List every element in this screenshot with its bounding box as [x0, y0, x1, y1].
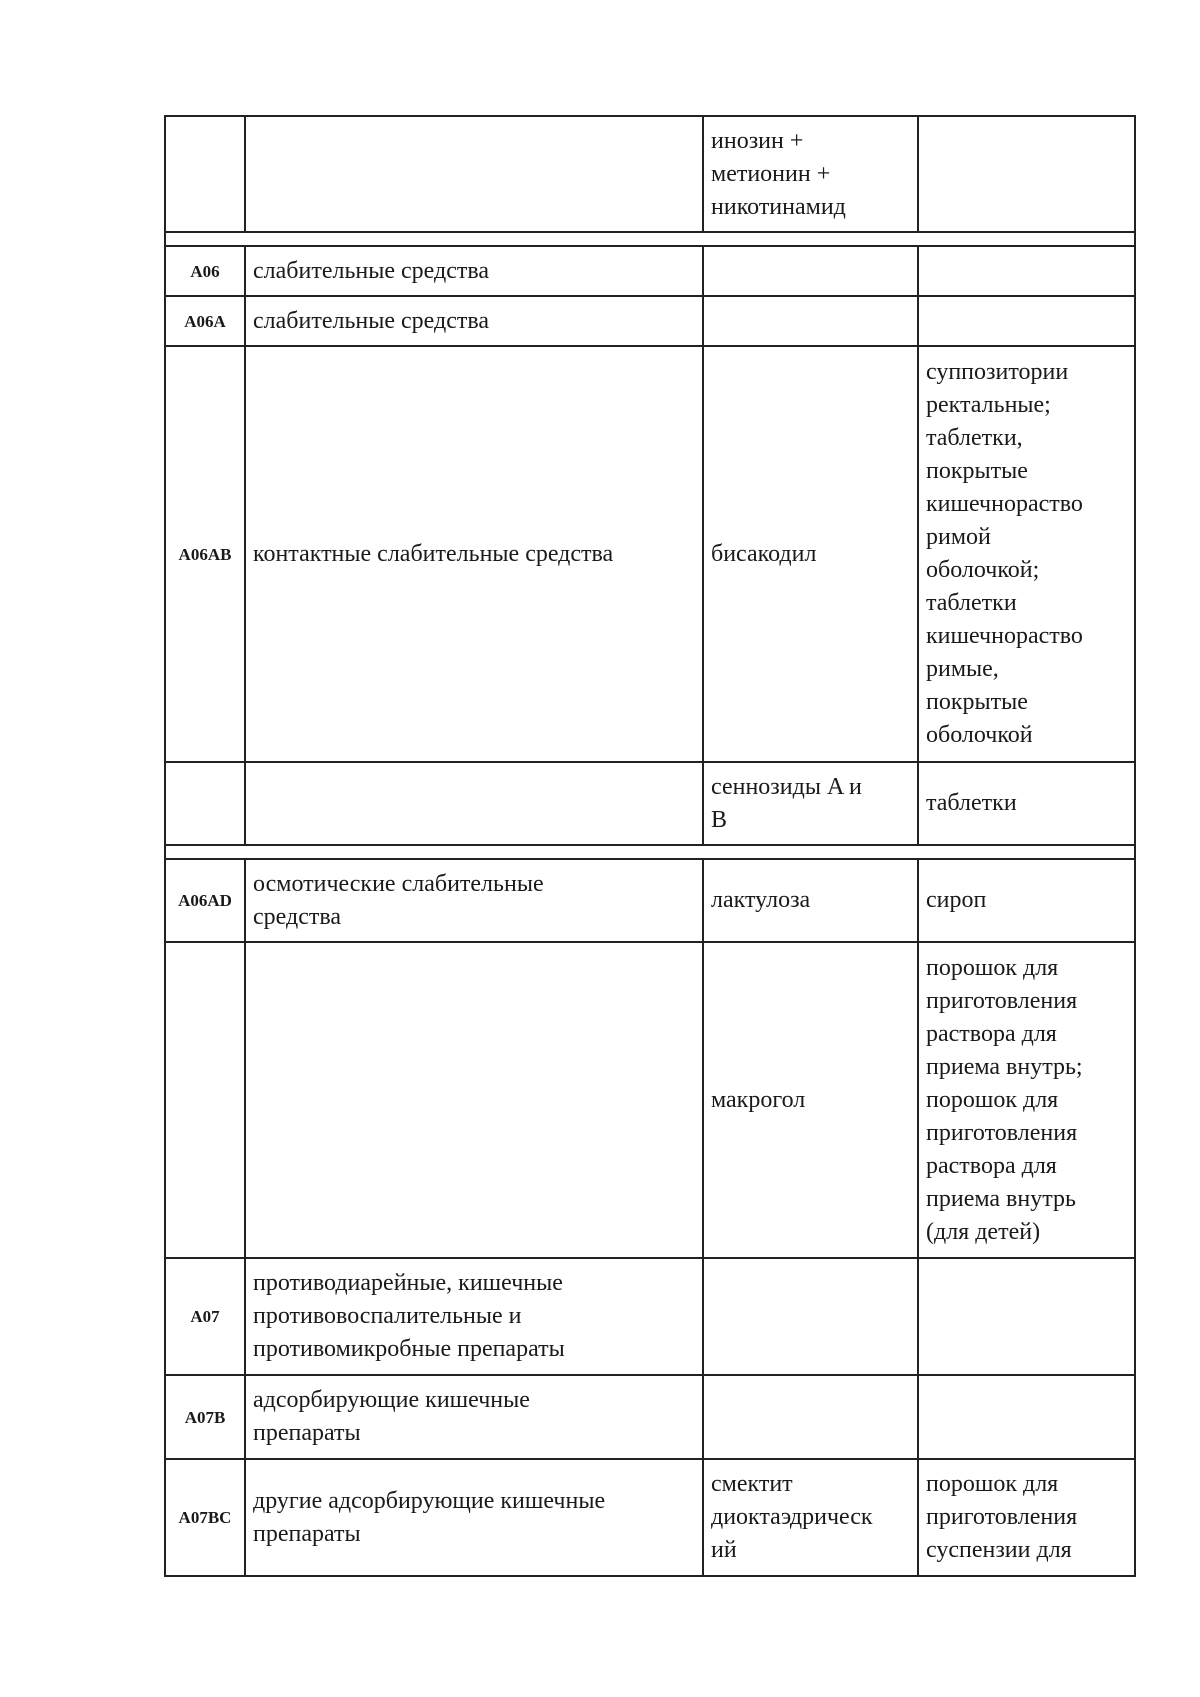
drug-name-cell — [703, 346, 918, 762]
spacer-cell — [165, 232, 1135, 246]
atc-code-cell — [165, 942, 245, 1258]
dosage-form-cell — [918, 942, 1135, 1258]
drug-name-cell-text: макрогол — [711, 1086, 806, 1113]
dosage-form-cell-text: таблетки — [926, 790, 1017, 816]
dosage-form-cell-text: сироп — [926, 887, 987, 913]
table-row — [165, 1459, 1135, 1576]
table-row — [165, 1258, 1135, 1375]
group-name-cell-text: слабительные средства — [253, 307, 490, 334]
atc-code-cell — [165, 1459, 245, 1576]
group-name-cell — [245, 296, 703, 346]
drug-name-cell — [703, 116, 918, 232]
table-spacer-row — [165, 232, 1135, 246]
group-name-cell-text: другие адсорбирующие кишечные препараты — [253, 1487, 606, 1547]
table-row — [165, 246, 1135, 296]
table-row — [165, 859, 1135, 942]
group-name-cell — [245, 1258, 703, 1375]
dosage-form-cell-text: суппозитории ректальные; таблетки, покрытые кишечнораство римой оболочкой; таблетки кишечнораство римые, покрытые оболочкой — [926, 359, 1083, 748]
atc-code-cell — [165, 762, 245, 845]
drug-table-body — [165, 116, 1135, 1576]
atc-code-cell — [165, 1258, 245, 1375]
drug-name-cell-text: инозин + метионин + никотинамид — [711, 127, 846, 220]
dosage-form-cell — [918, 1375, 1135, 1459]
dosage-form-cell-text: порошок для приготовления суспензии для — [926, 1471, 1078, 1563]
atc-code-cell-text: A07 — [190, 1307, 220, 1326]
group-name-cell — [245, 346, 703, 762]
drug-name-cell-text: лактулоза — [711, 887, 811, 913]
group-name-cell-text: противодиарейные, кишечные противовоспалительные и противомикробные препараты — [253, 1270, 565, 1362]
dosage-form-cell — [918, 116, 1135, 232]
table-row — [165, 116, 1135, 232]
dosage-form-cell — [918, 246, 1135, 296]
spacer-cell — [165, 845, 1135, 859]
group-name-cell — [245, 859, 703, 942]
group-name-cell — [245, 762, 703, 845]
group-name-cell-text: слабительные средства — [253, 257, 490, 284]
dosage-form-cell — [918, 859, 1135, 942]
dosage-form-cell — [918, 346, 1135, 762]
drug-name-cell — [703, 859, 918, 942]
atc-code-cell — [165, 1375, 245, 1459]
atc-code-cell-text: A06A — [184, 311, 226, 331]
dosage-form-cell — [918, 762, 1135, 845]
atc-code-cell-text: A06 — [190, 261, 220, 281]
table-row — [165, 296, 1135, 346]
drug-name-cell — [703, 1459, 918, 1576]
drug-name-cell — [703, 1375, 918, 1459]
dosage-form-cell — [918, 1459, 1135, 1576]
drug-table — [164, 115, 1136, 1577]
drug-name-cell-text: сеннозиды A и B — [711, 773, 862, 833]
group-name-cell — [245, 1459, 703, 1576]
dosage-form-cell-text: порошок для приготовления раствора для приема внутрь; порошок для приготовления раствора для приема внутрь (для детей) — [926, 954, 1083, 1245]
group-name-cell-text: осмотические слабительные средства — [253, 870, 544, 930]
drug-name-cell — [703, 1258, 918, 1375]
group-name-cell-text: контактные слабительные средства — [253, 540, 614, 567]
group-name-cell — [245, 246, 703, 296]
drug-name-cell — [703, 246, 918, 296]
atc-code-cell-text: A07BC — [178, 1508, 232, 1527]
drug-name-cell-text: бисакодил — [711, 540, 817, 567]
atc-code-cell — [165, 116, 245, 232]
dosage-form-cell — [918, 1258, 1135, 1375]
atc-code-cell-text: A06AD — [178, 891, 232, 910]
dosage-form-cell — [918, 296, 1135, 346]
drug-name-cell-text: смектит диоктаэдрическ ий — [711, 1471, 873, 1563]
atc-code-cell — [165, 346, 245, 762]
atc-code-cell — [165, 246, 245, 296]
table-row — [165, 762, 1135, 845]
table-spacer-row — [165, 845, 1135, 859]
atc-code-cell — [165, 296, 245, 346]
group-name-cell — [245, 1375, 703, 1459]
group-name-cell — [245, 116, 703, 232]
table-row — [165, 346, 1135, 762]
atc-code-cell-text: A07B — [184, 1407, 226, 1427]
drug-name-cell — [703, 762, 918, 845]
table-row — [165, 942, 1135, 1258]
table-row — [165, 1375, 1135, 1459]
group-name-cell — [245, 942, 703, 1258]
drug-name-cell — [703, 942, 918, 1258]
atc-code-cell-text: A06AB — [178, 544, 232, 564]
group-name-cell-text: адсорбирующие кишечные препараты — [253, 1387, 530, 1446]
atc-code-cell — [165, 859, 245, 942]
drug-name-cell — [703, 296, 918, 346]
